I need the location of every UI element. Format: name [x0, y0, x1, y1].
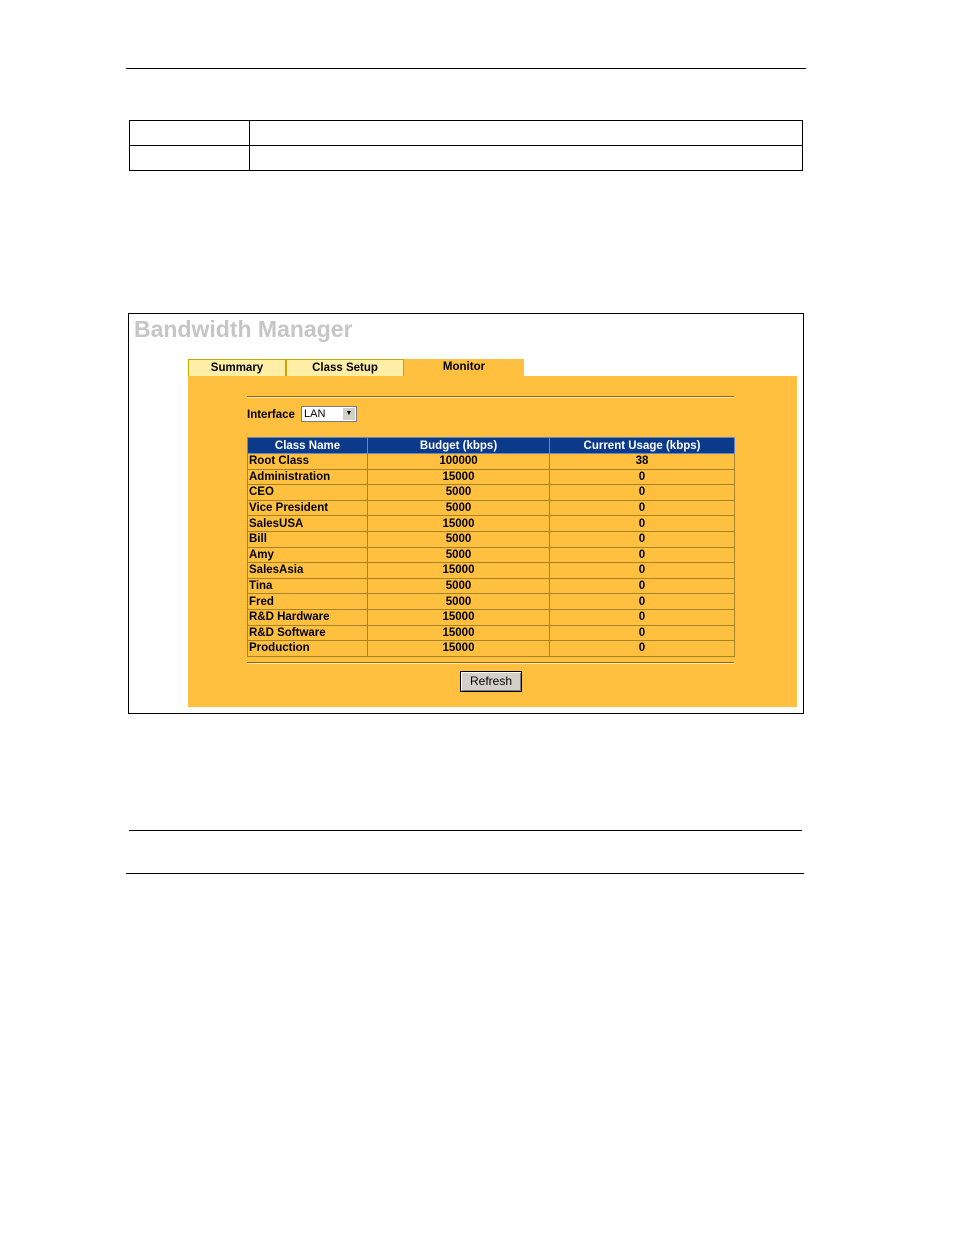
footer-rule-upper	[129, 830, 802, 831]
table-row	[248, 547, 735, 563]
table-row	[248, 594, 735, 610]
table-row	[130, 121, 803, 146]
class-name-cell: CEO	[248, 485, 368, 501]
budget-cell: 15000	[368, 625, 550, 641]
usage-cell: 0	[550, 531, 735, 547]
class-name-cell: Tina	[248, 578, 368, 594]
class-name-cell: Bill	[248, 531, 368, 547]
budget-cell: 100000	[368, 454, 550, 470]
class-name-cell: R&D Software	[248, 625, 368, 641]
table-row	[248, 641, 735, 657]
budget-cell: 5000	[368, 594, 550, 610]
usage-cell: 0	[550, 609, 735, 625]
class-name-cell: SalesAsia	[248, 563, 368, 579]
usage-cell: 0	[550, 563, 735, 579]
table-row	[248, 454, 735, 470]
tab-summary[interactable]: Summary	[188, 359, 286, 376]
table-row	[130, 146, 803, 171]
usage-cell: 0	[550, 641, 735, 657]
usage-cell: 0	[550, 547, 735, 563]
interface-select[interactable]	[301, 406, 357, 422]
divider	[247, 396, 734, 398]
tab-monitor[interactable]: Monitor	[404, 359, 524, 376]
table-cell	[250, 121, 803, 146]
budget-cell: 5000	[368, 578, 550, 594]
table-header-row	[248, 438, 735, 454]
usage-cell: 0	[550, 485, 735, 501]
class-name-cell: R&D Hardware	[248, 609, 368, 625]
class-name-cell: Amy	[248, 547, 368, 563]
table-row	[248, 485, 735, 501]
class-usage-table	[247, 437, 735, 657]
table-row	[248, 500, 735, 516]
budget-cell: 15000	[368, 516, 550, 532]
usage-cell: 0	[550, 594, 735, 610]
column-header-class-name: Class Name	[248, 438, 368, 454]
usage-cell: 0	[550, 516, 735, 532]
screenshot-frame	[128, 313, 804, 714]
page-header-rule	[126, 68, 806, 69]
budget-cell: 15000	[368, 563, 550, 579]
monitor-panel	[188, 376, 797, 707]
refresh-button[interactable]: Refresh	[460, 671, 522, 692]
table-cell	[130, 146, 250, 171]
column-header-current-usage: Current Usage (kbps)	[550, 438, 735, 454]
top-empty-table	[129, 120, 803, 171]
table-row	[248, 625, 735, 641]
budget-cell: 15000	[368, 469, 550, 485]
divider	[247, 662, 734, 664]
footer-rule-lower	[126, 873, 804, 874]
budget-cell: 15000	[368, 641, 550, 657]
class-name-cell: Administration	[248, 469, 368, 485]
tab-bar	[188, 359, 524, 376]
usage-cell: 38	[550, 454, 735, 470]
budget-cell: 5000	[368, 485, 550, 501]
class-name-cell: Vice President	[248, 500, 368, 516]
table-cell	[250, 146, 803, 171]
interface-label: Interface	[247, 409, 295, 421]
budget-cell: 5000	[368, 531, 550, 547]
table-row	[248, 609, 735, 625]
table-row	[248, 469, 735, 485]
class-name-cell: SalesUSA	[248, 516, 368, 532]
table-row	[248, 563, 735, 579]
class-name-cell: Root Class	[248, 454, 368, 470]
class-name-cell: Fred	[248, 594, 368, 610]
table-row	[248, 578, 735, 594]
tab-class-setup[interactable]: Class Setup	[286, 359, 404, 376]
table-row	[248, 531, 735, 547]
chevron-down-icon[interactable]: ▼	[342, 408, 355, 420]
budget-cell: 15000	[368, 609, 550, 625]
column-header-budget: Budget (kbps)	[368, 438, 550, 454]
usage-cell: 0	[550, 625, 735, 641]
budget-cell: 5000	[368, 547, 550, 563]
interface-select-value: LAN	[304, 408, 326, 420]
table-row	[248, 516, 735, 532]
app-title: Bandwidth Manager	[134, 316, 353, 342]
usage-cell: 0	[550, 500, 735, 516]
usage-cell: 0	[550, 469, 735, 485]
budget-cell: 5000	[368, 500, 550, 516]
table-cell	[130, 121, 250, 146]
class-name-cell: Production	[248, 641, 368, 657]
usage-cell: 0	[550, 578, 735, 594]
